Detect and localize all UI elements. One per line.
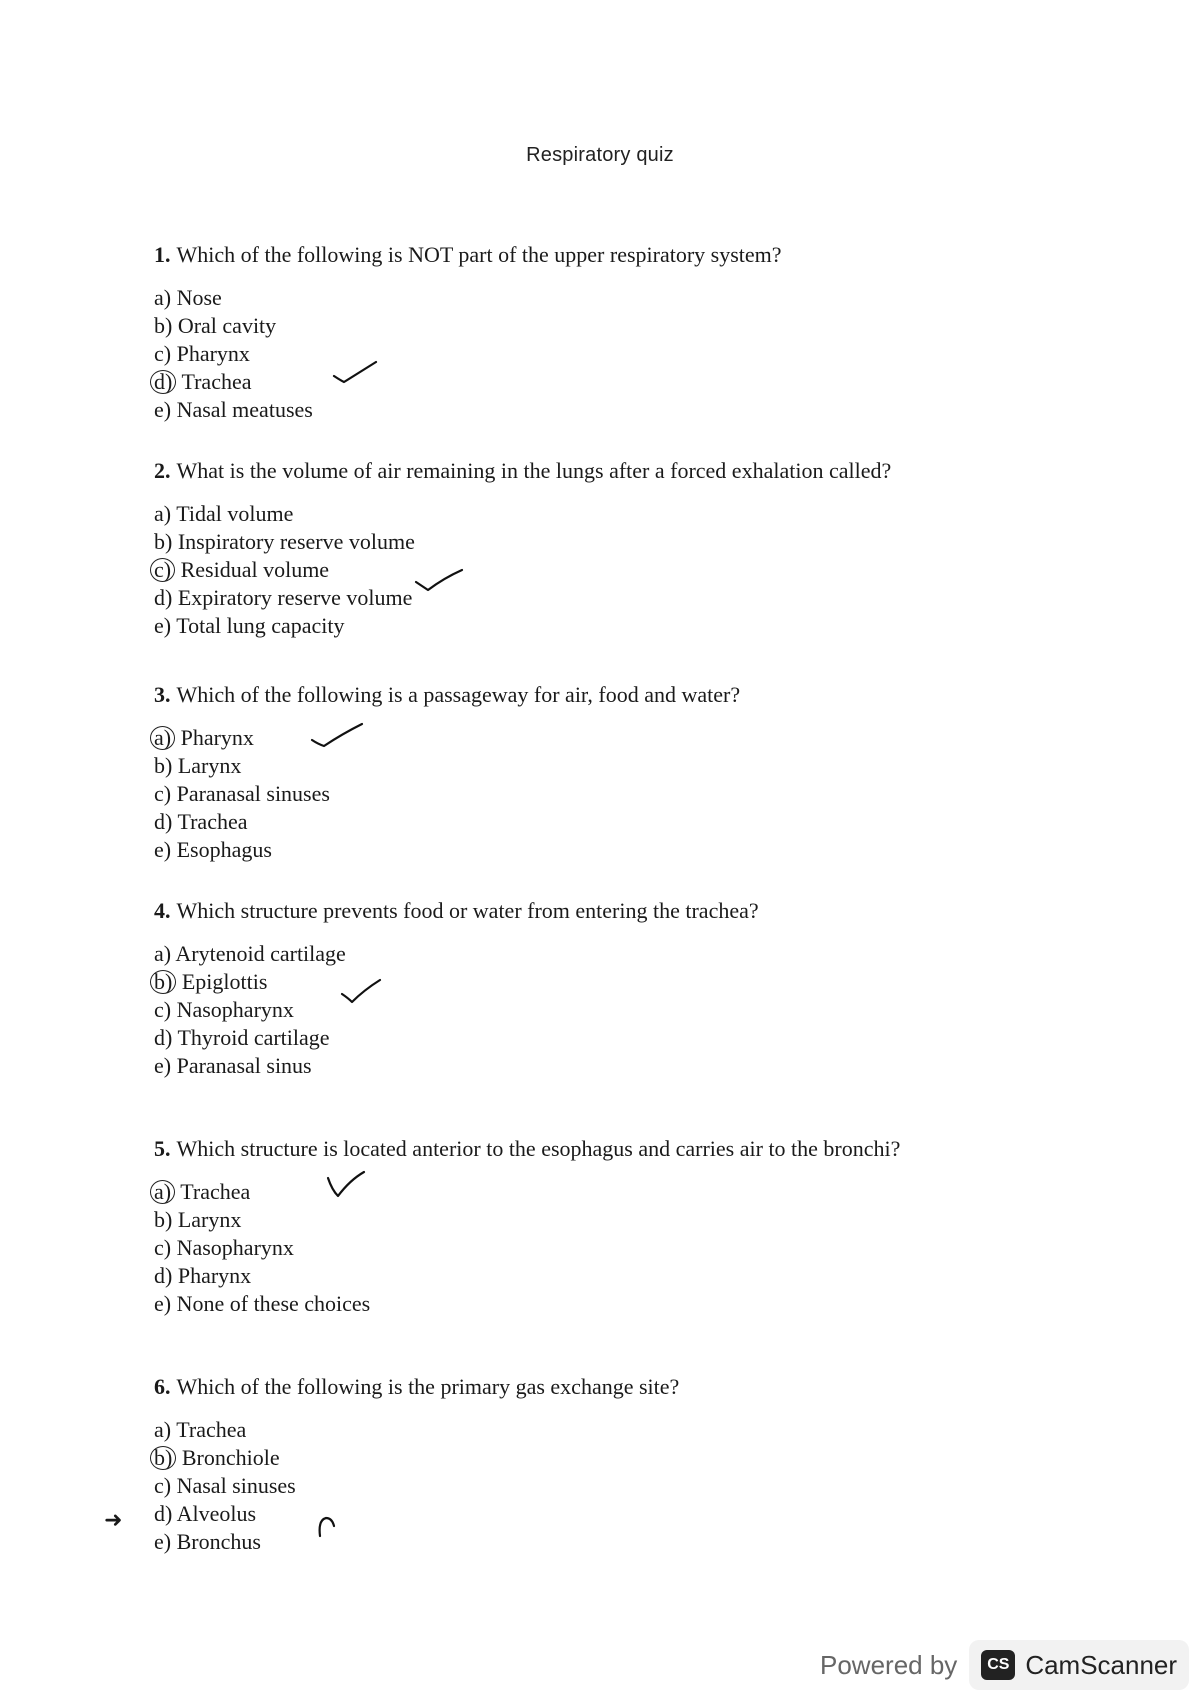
option-d-selected <box>154 368 1074 396</box>
option-letter: e) <box>154 613 172 638</box>
option-c <box>154 340 1074 368</box>
option-text: Larynx <box>177 1207 242 1232</box>
option-text: Trachea <box>180 1179 251 1204</box>
question-prompt: What is the volume of air remaining in the lungs after a forced exhalation called? <box>176 458 892 483</box>
option-d <box>154 1262 1074 1290</box>
option-text: None of these choices <box>176 1291 371 1316</box>
option-text: Pharynx <box>176 341 250 366</box>
option-letter: e) <box>154 1529 172 1554</box>
camscanner-watermark <box>820 1640 1190 1690</box>
question-number: 4. <box>154 898 171 923</box>
option-text: Residual volume <box>180 557 330 582</box>
checkmark-icon <box>324 1170 384 1200</box>
option-d <box>154 584 1074 612</box>
option-c <box>154 1234 1074 1262</box>
option-e <box>154 1052 1074 1080</box>
option-letter: b) <box>154 529 173 554</box>
option-text: Trachea <box>176 1417 247 1442</box>
option-d <box>154 1500 1074 1528</box>
option-a-selected <box>154 1178 1074 1206</box>
option-letter: c) <box>154 1235 172 1260</box>
option-b <box>154 752 1074 780</box>
page-title: Respiratory quiz <box>526 144 674 166</box>
option-b <box>154 528 1074 556</box>
correction-mark-icon <box>312 1512 372 1542</box>
option-text: Nasal sinuses <box>176 1473 296 1498</box>
option-letter: b) <box>154 1207 173 1232</box>
circled-answer-letter: a) <box>150 1180 175 1204</box>
option-letter: c) <box>154 997 172 1022</box>
option-text: Pharynx <box>180 725 254 750</box>
checkmark-icon <box>308 720 368 750</box>
option-e <box>154 396 1074 424</box>
circled-answer-letter: b) <box>150 970 176 994</box>
option-letter: d) <box>154 1263 173 1288</box>
option-text: Total lung capacity <box>176 613 345 638</box>
option-letter: b) <box>154 753 173 778</box>
option-text: Alveolus <box>176 1501 257 1526</box>
question-prompt: Which of the following is the primary gas exchange site? <box>176 1374 680 1399</box>
camscanner-brand: CamScanner <box>1025 1649 1178 1680</box>
option-text: Trachea <box>177 809 248 834</box>
option-b <box>154 312 1074 340</box>
question-number: 3. <box>154 682 171 707</box>
option-text: Expiratory reserve volume <box>177 585 413 610</box>
question-text <box>154 1134 1074 1164</box>
question-number: 6. <box>154 1374 171 1399</box>
option-e <box>154 836 1074 864</box>
option-d <box>154 1024 1074 1052</box>
option-letter: b) <box>154 313 173 338</box>
question-2 <box>154 456 1074 640</box>
question-prompt: Which structure is located anterior to the esophagus and carries air to the bronchi? <box>176 1136 901 1161</box>
option-text: Tidal volume <box>176 501 294 526</box>
question-text <box>154 456 1074 486</box>
question-text <box>154 680 1074 710</box>
option-a <box>154 940 1074 968</box>
question-prompt: Which structure prevents food or water from entering the trachea? <box>176 898 759 923</box>
option-text: Nasal meatuses <box>176 397 313 422</box>
option-letter: d) <box>154 1501 173 1526</box>
option-text: Nose <box>176 285 222 310</box>
checkmark-icon <box>338 976 398 1006</box>
option-text: Epiglottis <box>181 969 268 994</box>
option-letter: e) <box>154 1053 172 1078</box>
camscanner-logo-icon: CS <box>981 1650 1015 1680</box>
question-text <box>154 1372 1074 1402</box>
option-text: Esophagus <box>176 837 272 862</box>
question-5 <box>154 1134 1074 1318</box>
option-e <box>154 1528 1074 1556</box>
circled-answer-letter: d) <box>150 370 176 394</box>
question-4 <box>154 896 1074 1080</box>
option-letter: d) <box>154 1025 173 1050</box>
option-letter: a) <box>154 941 172 966</box>
option-c-selected <box>154 556 1074 584</box>
option-b-selected <box>154 1444 1074 1472</box>
option-b <box>154 1206 1074 1234</box>
option-letter: d) <box>154 809 173 834</box>
question-1 <box>154 240 1074 424</box>
option-letter: e) <box>154 397 172 422</box>
option-letter: a) <box>154 1417 172 1442</box>
option-c <box>154 780 1074 808</box>
question-6 <box>154 1372 1074 1556</box>
question-text <box>154 896 1074 926</box>
question-number: 5. <box>154 1136 171 1161</box>
option-text: Oral cavity <box>177 313 277 338</box>
option-e <box>154 1290 1074 1318</box>
option-a <box>154 500 1074 528</box>
option-a <box>154 1416 1074 1444</box>
circled-answer-letter: c) <box>150 558 175 582</box>
question-text <box>154 240 1074 270</box>
option-text: Inspiratory reserve volume <box>177 529 415 554</box>
arrow-right-icon: ➜ <box>104 1508 123 1533</box>
checkmark-icon <box>330 358 390 388</box>
option-letter: c) <box>154 341 172 366</box>
option-text: Pharynx <box>177 1263 252 1288</box>
question-number: 1. <box>154 242 171 267</box>
option-text: Trachea <box>181 369 252 394</box>
option-letter: e) <box>154 1291 172 1316</box>
option-c <box>154 1472 1074 1500</box>
circled-answer-letter: b) <box>150 1446 176 1470</box>
question-number: 2. <box>154 458 171 483</box>
option-text: Arytenoid cartilage <box>175 941 346 966</box>
option-letter: d) <box>154 585 173 610</box>
option-c <box>154 996 1074 1024</box>
option-letter: e) <box>154 837 172 862</box>
option-text: Nasopharynx <box>176 997 294 1022</box>
powered-by-label: Powered by <box>820 1649 958 1680</box>
option-letter: c) <box>154 1473 172 1498</box>
option-a-selected <box>154 724 1074 752</box>
option-text: Paranasal sinuses <box>176 781 330 806</box>
option-d <box>154 808 1074 836</box>
option-text: Larynx <box>177 753 242 778</box>
camscanner-badge <box>969 1640 1189 1690</box>
option-letter: a) <box>154 501 172 526</box>
question-3 <box>154 680 1074 864</box>
option-letter: c) <box>154 781 172 806</box>
question-prompt: Which of the following is NOT part of the upper respiratory system? <box>176 242 782 267</box>
option-text: Nasopharynx <box>176 1235 294 1260</box>
checkmark-icon <box>412 566 472 596</box>
option-text: Bronchus <box>176 1529 261 1554</box>
question-prompt: Which of the following is a passageway for air, food and water? <box>176 682 741 707</box>
option-text: Bronchiole <box>181 1445 280 1470</box>
option-a <box>154 284 1074 312</box>
option-text: Thyroid cartilage <box>177 1025 330 1050</box>
option-text: Paranasal sinus <box>176 1053 312 1078</box>
option-e <box>154 612 1074 640</box>
circled-answer-letter: a) <box>150 726 175 750</box>
option-letter: a) <box>154 285 172 310</box>
option-b-selected <box>154 968 1074 996</box>
